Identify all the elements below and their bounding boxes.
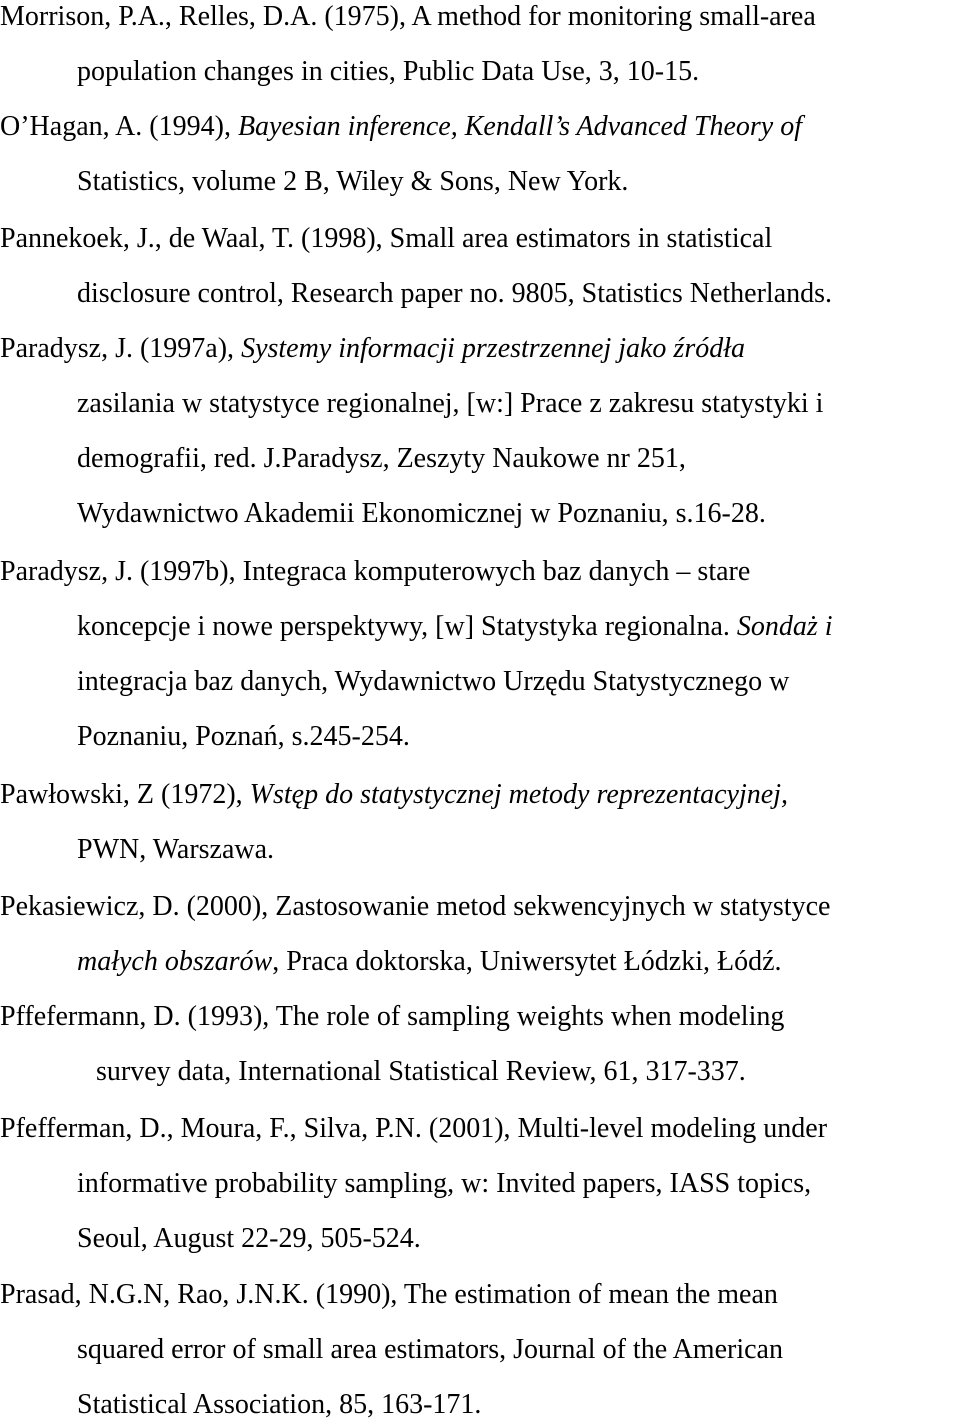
reference-4-line-4 <box>77 497 766 531</box>
reference-text: zasilania w statystyce regionalnej, [w:] Prace z zakresu statystyki i <box>77 388 824 419</box>
reference-7-line-1 <box>0 890 830 924</box>
reference-text: survey data, International Statistical Review, 61, 317-337. <box>96 1056 746 1087</box>
reference-6-line-2 <box>77 833 274 867</box>
reference-title-italic: Systemy informacji przestrzennej jako źródła <box>241 333 746 364</box>
reference-text: Statistical Association, 85, 163-171. <box>77 1389 482 1420</box>
reference-6-line-1 <box>0 778 788 812</box>
reference-8-line-2 <box>96 1055 746 1089</box>
reference-text: Poznaniu, Poznań, s.245-254. <box>77 721 410 752</box>
reference-9-line-2 <box>77 1167 811 1201</box>
reference-text: , Praca doktorska, Uniwersytet Łódzki, Łódź. <box>272 946 782 977</box>
reference-2-line-2 <box>77 165 628 199</box>
reference-text: Wydawnictwo Akademii Ekonomicznej w Poznaniu, s.16-28. <box>77 498 766 529</box>
reference-7-line-2 <box>77 945 782 979</box>
reference-4-line-2 <box>77 387 823 421</box>
reference-4-line-1 <box>0 332 745 366</box>
reference-text: Seoul, August 22-29, 505-524. <box>77 1223 421 1254</box>
reference-1-line-1 <box>0 0 816 34</box>
reference-text: integracja baz danych, Wydawnictwo Urzędu Statystycznego w <box>77 666 790 697</box>
reference-text: Paradysz, J. (1997b), Integraca komputerowych baz danych – stare <box>0 556 751 587</box>
reference-text: informative probability sampling, w: Invited papers, IASS topics, <box>77 1168 812 1199</box>
reference-title-italic: małych obszarów <box>77 946 273 977</box>
reference-text: Pfefferman, D., Moura, F., Silva, P.N. (2001), Multi-level modeling under <box>0 1113 828 1144</box>
reference-5-line-4 <box>77 720 410 754</box>
reference-text: demografii, red. J.Paradysz, Zeszyty Naukowe nr 251, <box>77 443 686 474</box>
reference-text: Morrison, P.A., Relles, D.A. (1975), A method for monitoring small-area <box>0 1 816 32</box>
reference-1-line-2 <box>77 55 699 89</box>
reference-3-line-1 <box>0 222 772 256</box>
reference-text: Pffefermann, D. (1993), The role of sampling weights when modeling <box>0 1001 785 1032</box>
reference-9-line-1 <box>0 1112 827 1146</box>
reference-text: squared error of small area estimators, Journal of the American <box>77 1334 783 1365</box>
reference-text: PWN, Warszawa. <box>77 834 275 865</box>
reference-8-line-1 <box>0 1000 784 1034</box>
reference-title-italic: Sondaż i <box>736 611 833 642</box>
reference-text: Statistics, volume 2 B, Wiley & Sons, New York. <box>77 166 629 197</box>
reference-text: Pawłowski, Z (1972), <box>0 779 250 810</box>
reference-3-line-2 <box>77 277 832 311</box>
reference-10-line-2 <box>77 1333 783 1367</box>
reference-5-line-1 <box>0 555 750 589</box>
reference-5-line-3 <box>77 665 789 699</box>
reference-text: koncepcje i nowe perspektywy, [w] Statystyka regionalna. <box>77 611 737 642</box>
reference-10-line-1 <box>0 1278 778 1312</box>
reference-title-italic: Wstęp do statystycznej metody reprezentacyjnej, <box>249 779 788 810</box>
reference-10-line-3 <box>77 1388 481 1422</box>
reference-text: O’Hagan, A. (1994), <box>0 111 238 142</box>
reference-title-italic: Bayesian inference, Kendall’s Advanced Theory of <box>237 111 802 142</box>
reference-2-line-1 <box>0 110 802 144</box>
reference-5-line-2 <box>77 610 833 644</box>
reference-4-line-3 <box>77 442 686 476</box>
reference-text: disclosure control, Research paper no. 9805, Statistics Netherlands. <box>77 278 833 309</box>
reference-text: Pekasiewicz, D. (2000), Zastosowanie metod sekwencyjnych w statystyce <box>0 891 831 922</box>
reference-9-line-3 <box>77 1222 421 1256</box>
reference-text: Pannekoek, J., de Waal, T. (1998), Small area estimators in statistical <box>0 223 773 254</box>
reference-text: Prasad, N.G.N, Rao, J.N.K. (1990), The estimation of mean the mean <box>0 1279 778 1310</box>
reference-text: population changes in cities, Public Data Use, 3, 10-15. <box>77 56 700 87</box>
reference-text: Paradysz, J. (1997a), <box>0 333 242 364</box>
